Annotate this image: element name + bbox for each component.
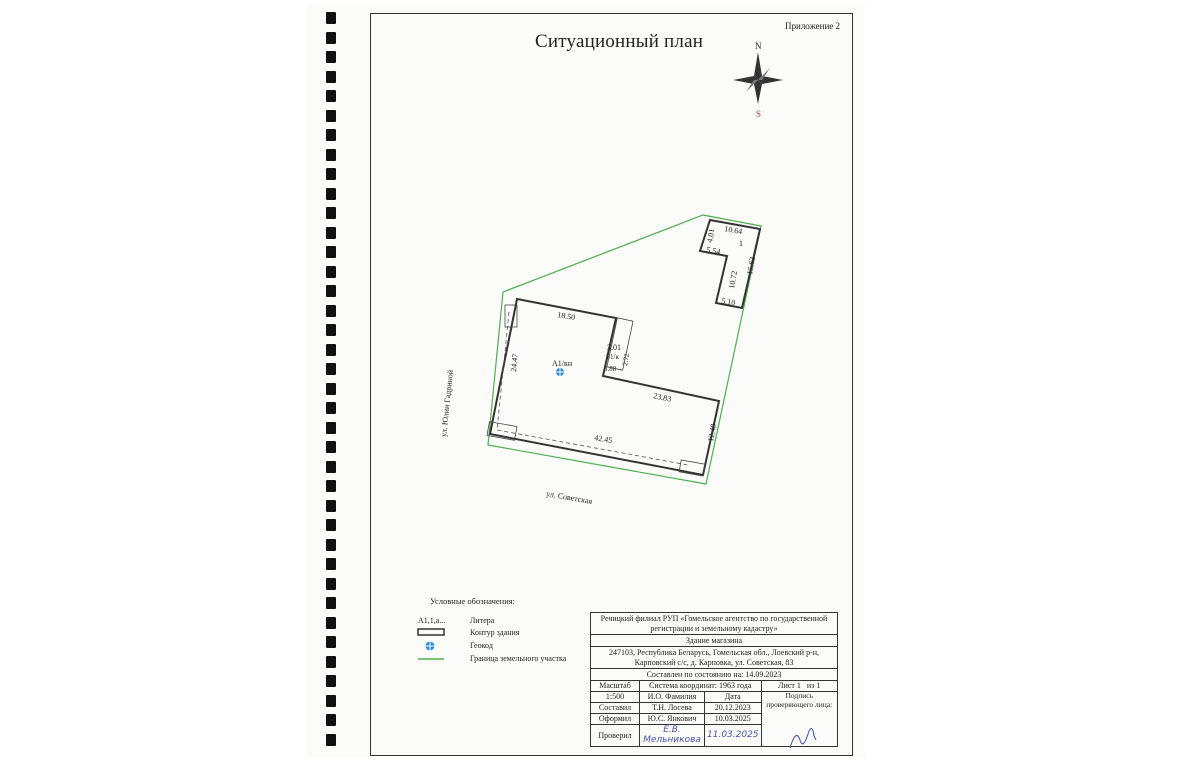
stamp-scale-value: 1:500	[591, 692, 640, 703]
legend-title: Условные обозначения:	[430, 596, 516, 606]
annex-dim-bottom: 5.10	[720, 296, 737, 308]
stamp-coord-system: Система координат: 1963 года	[640, 681, 762, 692]
compass-north-label: N	[755, 41, 762, 51]
annex-dim-top: 10.64	[723, 224, 743, 237]
annex-dim-step: 5.54	[705, 245, 722, 257]
stamp-row-date: 10.03.2025	[705, 714, 762, 725]
stamp-row-name: Ю.С. Янкович	[640, 714, 705, 725]
stamp-row-role: Оформил	[591, 714, 640, 725]
stamp-sheets-total: из 1	[806, 681, 821, 691]
legend-item-contour: Контур здания	[470, 628, 520, 637]
handwritten-signature	[790, 728, 816, 748]
street-south: ул. Советская	[545, 489, 593, 507]
annex-label: 1	[739, 239, 743, 248]
dim-notch-label: Б1/к	[606, 353, 619, 361]
dim-bottom: 42.45	[593, 433, 613, 446]
stamp-col-sign: Подпись проверяющего лица:	[761, 692, 837, 747]
legend-item-geocode: Геокод	[470, 641, 493, 650]
stamp-row-name: Т.Н. Лосева	[640, 703, 705, 714]
annex-dim-right: 15.63	[745, 256, 758, 276]
dim-right-side: 12.48	[706, 423, 719, 443]
legend-item-boundary: Граница земельного участка	[470, 654, 567, 663]
stamp-col-name: И.О. Фамилия	[640, 692, 705, 703]
legend-item-literal: Литера	[470, 616, 495, 625]
page-title: Ситуационный план	[535, 31, 704, 52]
dim-notch-b: 2.72	[621, 352, 632, 367]
stamp-row-date: 20.12.2023	[705, 703, 762, 714]
dim-left-side: 24.47	[509, 353, 520, 373]
stamp-col-date: Дата	[705, 692, 762, 703]
object-label: А1/кн	[552, 359, 573, 368]
annex-dim-inner: 10.72	[727, 270, 740, 290]
stamp-address: 247103, Республика Беларусь, Гомельская обл., Лоевский р-н, Карповский с/с, д. Карповка, ул. Советская, 83	[591, 647, 838, 669]
compass-south-label: S	[756, 109, 762, 119]
dim-notch-c: 3.88	[604, 365, 617, 373]
stamp-row-role: Составил	[591, 703, 640, 714]
appendix-label: Приложение 2	[785, 21, 841, 31]
annex-dim-left-top: 4.01	[705, 227, 717, 244]
stamp-object: Здание магазина	[591, 635, 838, 647]
dim-notch-a: 3.01	[607, 343, 621, 352]
street-west: ул. Юлии Гадриной	[439, 369, 456, 438]
stamp-org: Речицкий филиал РУП «Гомельское агентство по государственной регистрации и земельному кадастру»	[591, 613, 838, 635]
stamp-row-date-handwritten: 11.03.2025	[705, 725, 762, 747]
stamp-sheet-no: Лист 1	[778, 681, 801, 691]
legend-literal-mark: А1,1,а...	[418, 616, 446, 625]
dim-top-left: 18.50	[556, 310, 576, 323]
stamp-row-role: Проверил	[591, 725, 640, 747]
stamp-state-date: Составлен по состоянию на: 14.09.2023	[591, 669, 838, 681]
stamp-scale-label: Масштаб	[591, 681, 640, 692]
dim-mid: 23.83	[652, 391, 673, 404]
stamp-row-name-handwritten: Е.В. Мельникова	[640, 725, 705, 747]
